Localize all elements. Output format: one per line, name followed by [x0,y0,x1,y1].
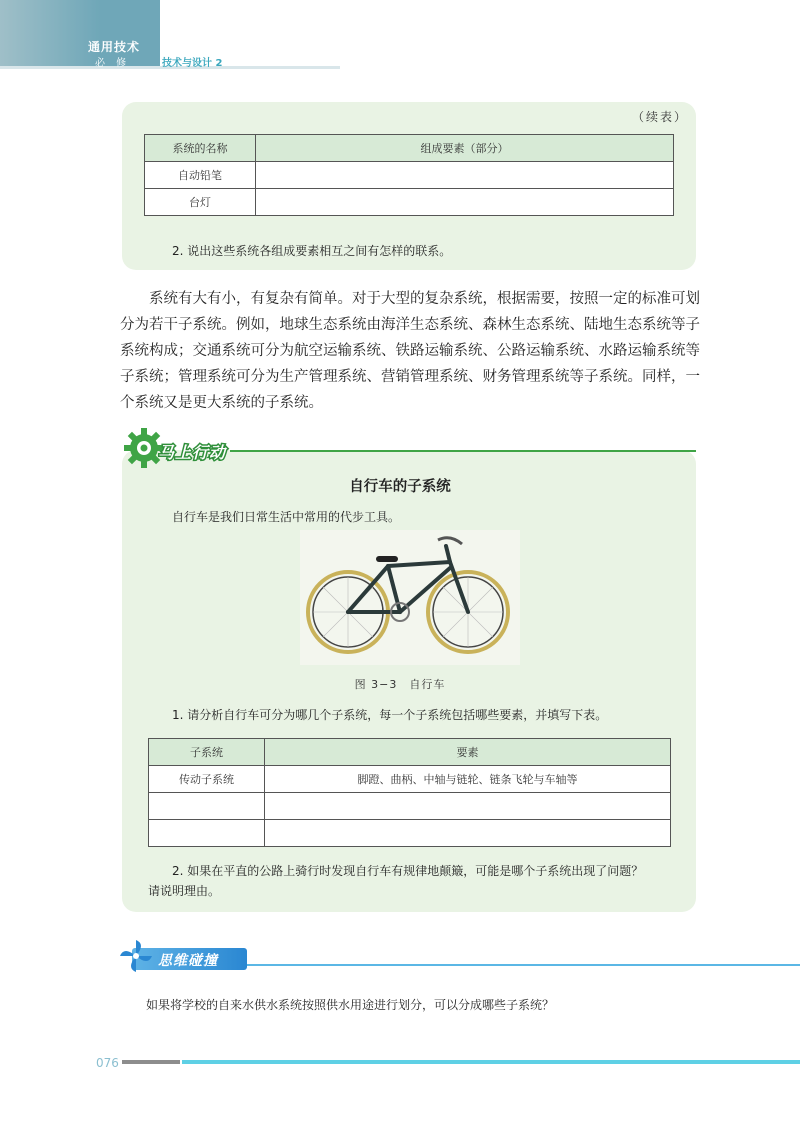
thinking-title-rule [245,964,800,966]
table-cell: 传动子系统 [149,766,265,793]
table-cell: 脚蹬、曲柄、中轴与链轮、链条飞轮与车轴等 [265,766,671,793]
subsystem-table [148,738,671,847]
table-header-cell: 要素 [265,739,671,766]
thinking-label: 思维碰撞 [158,953,218,969]
thinking-question: 如果将学校的自来水供水系统按照供水用途进行划分，可以分成哪些子系统？ [146,998,555,1012]
table-cell: 自动铅笔 [145,162,256,189]
footer-bar-cyan [182,1060,800,1064]
book-title: 通用技术 [88,40,141,54]
header-band-fade [0,0,100,66]
bicycle-icon [300,530,520,665]
system-elements-table [144,134,674,216]
table-row [149,793,671,820]
table-cell [149,793,265,820]
page-number: 076 [96,1056,119,1070]
action-question-1: 1. 请分析自行车可分为哪几个子系统，每一个子系统包括哪些要素，并填写下表。 [172,708,608,722]
footer-bar-gray [122,1060,180,1064]
table-header-cell: 系统的名称 [145,135,256,162]
continued-note: （续表） [632,110,689,124]
paragraph-text: 系统有大有小，有复杂有简单。对于大型的复杂系统，根据需要，按照一定的标准可划分为若干子系统。例如，地球生态系统由海洋生态系统、森林生态系统、陆地生态系统等子系统构成；交通系统可分为航空运输系统、铁路运输系统、公路运输系统、水路运输系统等子系统；管理系统可分为生产管理系统、营销管理系统、财务管理系统等子系统。同样，一个系统又是更大系统的子系统。 [120,291,700,411]
action-label: 马上行动 [158,443,227,462]
table-header-cell: 子系统 [149,739,265,766]
table-row [149,766,671,793]
table-row [145,189,674,216]
book-subtitle: 技术与设计 2 [162,58,223,69]
table-header-row [149,739,671,766]
action-title: 自行车的子系统 [349,479,451,495]
action-question-2-cont: 请说明理由。 [148,884,221,898]
figure-caption: 图 3−3 自行车 [354,678,446,691]
table-cell [149,820,265,847]
table-row [145,162,674,189]
pinwheel-icon [118,938,154,974]
table-header-cell: 组成要素（部分） [256,135,674,162]
table-row [149,820,671,847]
action-title-rule [230,450,696,452]
action-intro: 自行车是我们日常生活中常用的代步工具。 [172,510,401,524]
question-connections: 2. 说出这些系统各组成要素相互之间有怎样的联系。 [172,244,452,258]
table-cell [256,162,674,189]
volume-label: 必 修 [95,58,131,69]
body-paragraph [120,286,700,416]
table-cell [256,189,674,216]
table-cell: 台灯 [145,189,256,216]
table-header-row [145,135,674,162]
table-cell [265,793,671,820]
action-question-2: 2. 如果在平直的公路上骑行时发现自行车有规律地颠簸，可能是哪个子系统出现了问题？ [172,864,644,878]
bicycle-figure [300,530,520,665]
table-cell [265,820,671,847]
